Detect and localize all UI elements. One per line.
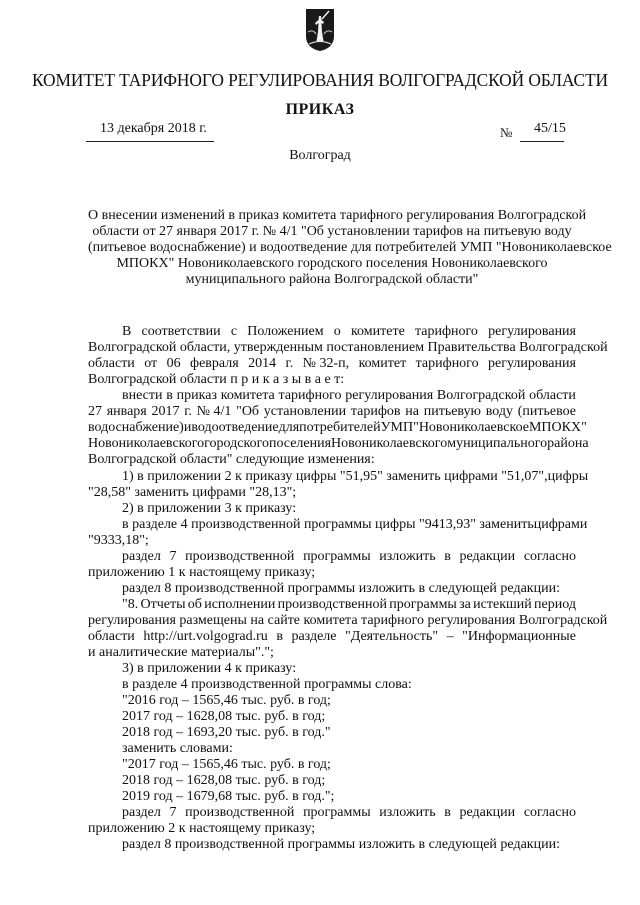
word: тарифного	[415, 356, 479, 371]
word: изложить	[379, 549, 436, 564]
word: программы	[303, 549, 371, 564]
word: программы	[303, 805, 371, 820]
word: района	[547, 436, 589, 451]
word: В	[122, 324, 132, 339]
subject-line: О внесении изменений в приказ комитета тарифного регулирования Волгоградской	[88, 208, 587, 223]
word: 1) в приложении 2 к приказу цифры "51,95" заменить цифрами "51,07",	[122, 469, 548, 484]
word: Новониколаевского	[331, 436, 448, 451]
word: 7	[169, 805, 177, 820]
word: 7	[169, 549, 177, 564]
word: раздел	[122, 805, 161, 820]
word: истекший	[473, 597, 532, 612]
word: 27	[88, 404, 102, 419]
word: области	[88, 356, 135, 371]
word: в разделе 4 производственной программы цифры "9413,93" заменить	[122, 517, 534, 532]
word: городского	[204, 436, 269, 451]
tariff-value-line: "2017 год – 1565,46 тыс. руб. в год;	[122, 757, 331, 772]
subject-line: МПОКХ" Новониколаевского городского поселения Новониколаевского	[116, 256, 548, 271]
word: "Деятельность"	[345, 629, 439, 644]
word: период	[534, 597, 576, 612]
text-line: приложению 1 к настоящему приказу;	[88, 565, 316, 580]
word: февраля	[190, 356, 239, 371]
text-line: приложению 2 к настоящему приказу;	[88, 821, 316, 836]
word: питьевую	[423, 404, 482, 419]
text-line: "9333,18";	[88, 533, 149, 548]
word: внести	[122, 388, 163, 403]
word: "Информационные	[462, 629, 576, 644]
word: http://urt.volgograd.ru	[143, 629, 268, 644]
order-subject	[88, 208, 612, 288]
committee-name: КОМИТЕТ ТАРИФНОГО РЕГУЛИРОВАНИЯ ВОЛГОГРАДСКОЙ ОБЛАСТИ	[31, 70, 609, 90]
order-date: 13 декабря 2018 г.	[100, 121, 207, 136]
word: (питьевое	[517, 404, 576, 419]
word: согласно	[523, 805, 576, 820]
word: потребителей	[299, 420, 381, 435]
text-line: раздел 8 производственной программы изложить в следующей редакции:	[122, 837, 560, 852]
word: –	[446, 629, 454, 644]
word: исполнении	[204, 597, 276, 612]
word: "Об	[236, 404, 260, 419]
word: комитета	[220, 388, 275, 403]
tariff-value-line: 2018 год – 1628,08 тыс. руб. в год;	[122, 773, 326, 788]
word: производственной	[185, 549, 295, 564]
word: цифры	[547, 469, 589, 484]
text-line	[122, 597, 576, 613]
word: тарифов	[350, 404, 401, 419]
word: производственной	[277, 597, 387, 612]
word: и	[183, 420, 192, 435]
tariff-value-line: 2019 год – 1679,68 тыс. руб. в год.";	[122, 789, 335, 804]
word: регулирования	[488, 324, 576, 339]
text-line: 3) в приложении 4 к приказу:	[122, 661, 297, 676]
word: о	[333, 324, 341, 339]
text-line: 2) в приложении 3 к приказу:	[122, 501, 297, 516]
text-line	[122, 549, 576, 565]
text-line	[88, 420, 587, 436]
word: соответствии	[141, 324, 221, 339]
text-line	[88, 629, 576, 645]
word: для	[278, 420, 300, 435]
word: Отчеты	[140, 597, 186, 612]
word: комитет	[358, 356, 407, 371]
word: тарифного	[414, 324, 478, 339]
word: изложить	[379, 805, 436, 820]
subject-line: области от 27 января 2017 г. № 4/1 "Об установлении тарифов на питьевую воду	[92, 224, 572, 239]
text-line	[88, 356, 576, 372]
word: водоснабжение)	[88, 420, 184, 435]
word: приказ	[176, 388, 217, 403]
text-line	[122, 805, 576, 821]
word: Новониколаевского	[88, 436, 205, 451]
text-line	[122, 324, 576, 340]
text-line	[122, 388, 576, 404]
word: муниципального	[447, 436, 548, 451]
word: редакции	[459, 805, 516, 820]
text-line: "28,58" заменить цифрами "28,13";	[88, 485, 297, 500]
word: за	[459, 597, 471, 612]
subject-line: муниципального района Волгоградской области"	[185, 272, 479, 287]
date-underline	[86, 141, 214, 142]
word: редакции	[459, 549, 516, 564]
word: тарифного	[278, 388, 342, 403]
volgograd-coat-of-arms-icon	[304, 8, 336, 52]
number-sign: №	[500, 125, 513, 140]
word: 2017	[151, 404, 180, 419]
text-line: заменить словами:	[122, 741, 233, 756]
word: от	[144, 356, 158, 371]
word: области	[88, 629, 135, 644]
text-line: в разделе 4 производственной программы слова:	[122, 677, 412, 692]
text-line: и аналитические материалы".";	[88, 645, 274, 660]
word: МПОКХ"	[528, 420, 587, 435]
word: поселения	[268, 436, 332, 451]
word: раздел	[122, 549, 161, 564]
word: комитете	[350, 324, 405, 339]
order-number: 45/15	[534, 121, 566, 136]
text-line	[88, 436, 589, 452]
word: в	[276, 629, 283, 644]
text-line	[88, 404, 576, 420]
word: № 4/1	[196, 404, 232, 419]
word: Положением	[247, 324, 324, 339]
word: области	[529, 388, 576, 403]
word: согласно	[523, 549, 576, 564]
word: воду	[485, 404, 513, 419]
tariff-value-line: "2016 год – 1565,46 тыс. руб. в год;	[122, 693, 331, 708]
word: разделе	[291, 629, 337, 644]
subject-line: (питьевое водоснабжение) и водоотведение для потребителей УМП "Новониколаевское	[88, 240, 612, 255]
number-underline	[520, 141, 564, 142]
word: января	[106, 404, 147, 419]
word: "8.	[122, 597, 139, 612]
word: 2014	[248, 356, 277, 371]
word: г.	[184, 404, 192, 419]
word: 06	[166, 356, 181, 371]
word: № 32-п,	[302, 356, 350, 371]
city: Волгоград	[289, 148, 351, 163]
word: установлении	[263, 404, 347, 419]
word: в	[166, 388, 173, 403]
word: об	[187, 597, 202, 612]
text-line: раздел 8 производственной программы изложить в следующей редакции:	[122, 581, 560, 596]
tariff-value-line: 2017 год – 1628,08 тыс. руб. в год;	[122, 709, 326, 724]
text-line	[122, 469, 589, 485]
word: Волгоградской	[436, 388, 526, 403]
word: производственной	[185, 805, 295, 820]
text-line: Волгоградской области п р и к а з ы в а е т:	[88, 372, 345, 387]
word: регулирования	[345, 388, 434, 403]
word: в	[444, 805, 451, 820]
tariff-value-line: 2018 год – 1693,20 тыс. руб. в год."	[122, 725, 331, 740]
word: в	[444, 549, 451, 564]
word: УМП	[380, 420, 414, 435]
text-line: регулирования размещены на сайте комитета тарифного регулирования Волгоградской	[88, 613, 608, 628]
word: г.	[285, 356, 294, 371]
word: регулирования	[488, 356, 576, 371]
word: с	[230, 324, 238, 339]
word: цифрами	[533, 517, 588, 532]
word: водоотведение	[191, 420, 279, 435]
text-line: Волгоградской области, утвержденным постановлением Правительства Волгоградской	[88, 340, 608, 355]
word: программы	[389, 597, 457, 612]
page-title: ПРИКАЗ	[285, 101, 355, 118]
word: на	[405, 404, 419, 419]
text-line: Волгоградской области" следующие изменения:	[88, 452, 375, 467]
word: "Новониколаевское	[413, 420, 529, 435]
text-line	[122, 517, 588, 533]
